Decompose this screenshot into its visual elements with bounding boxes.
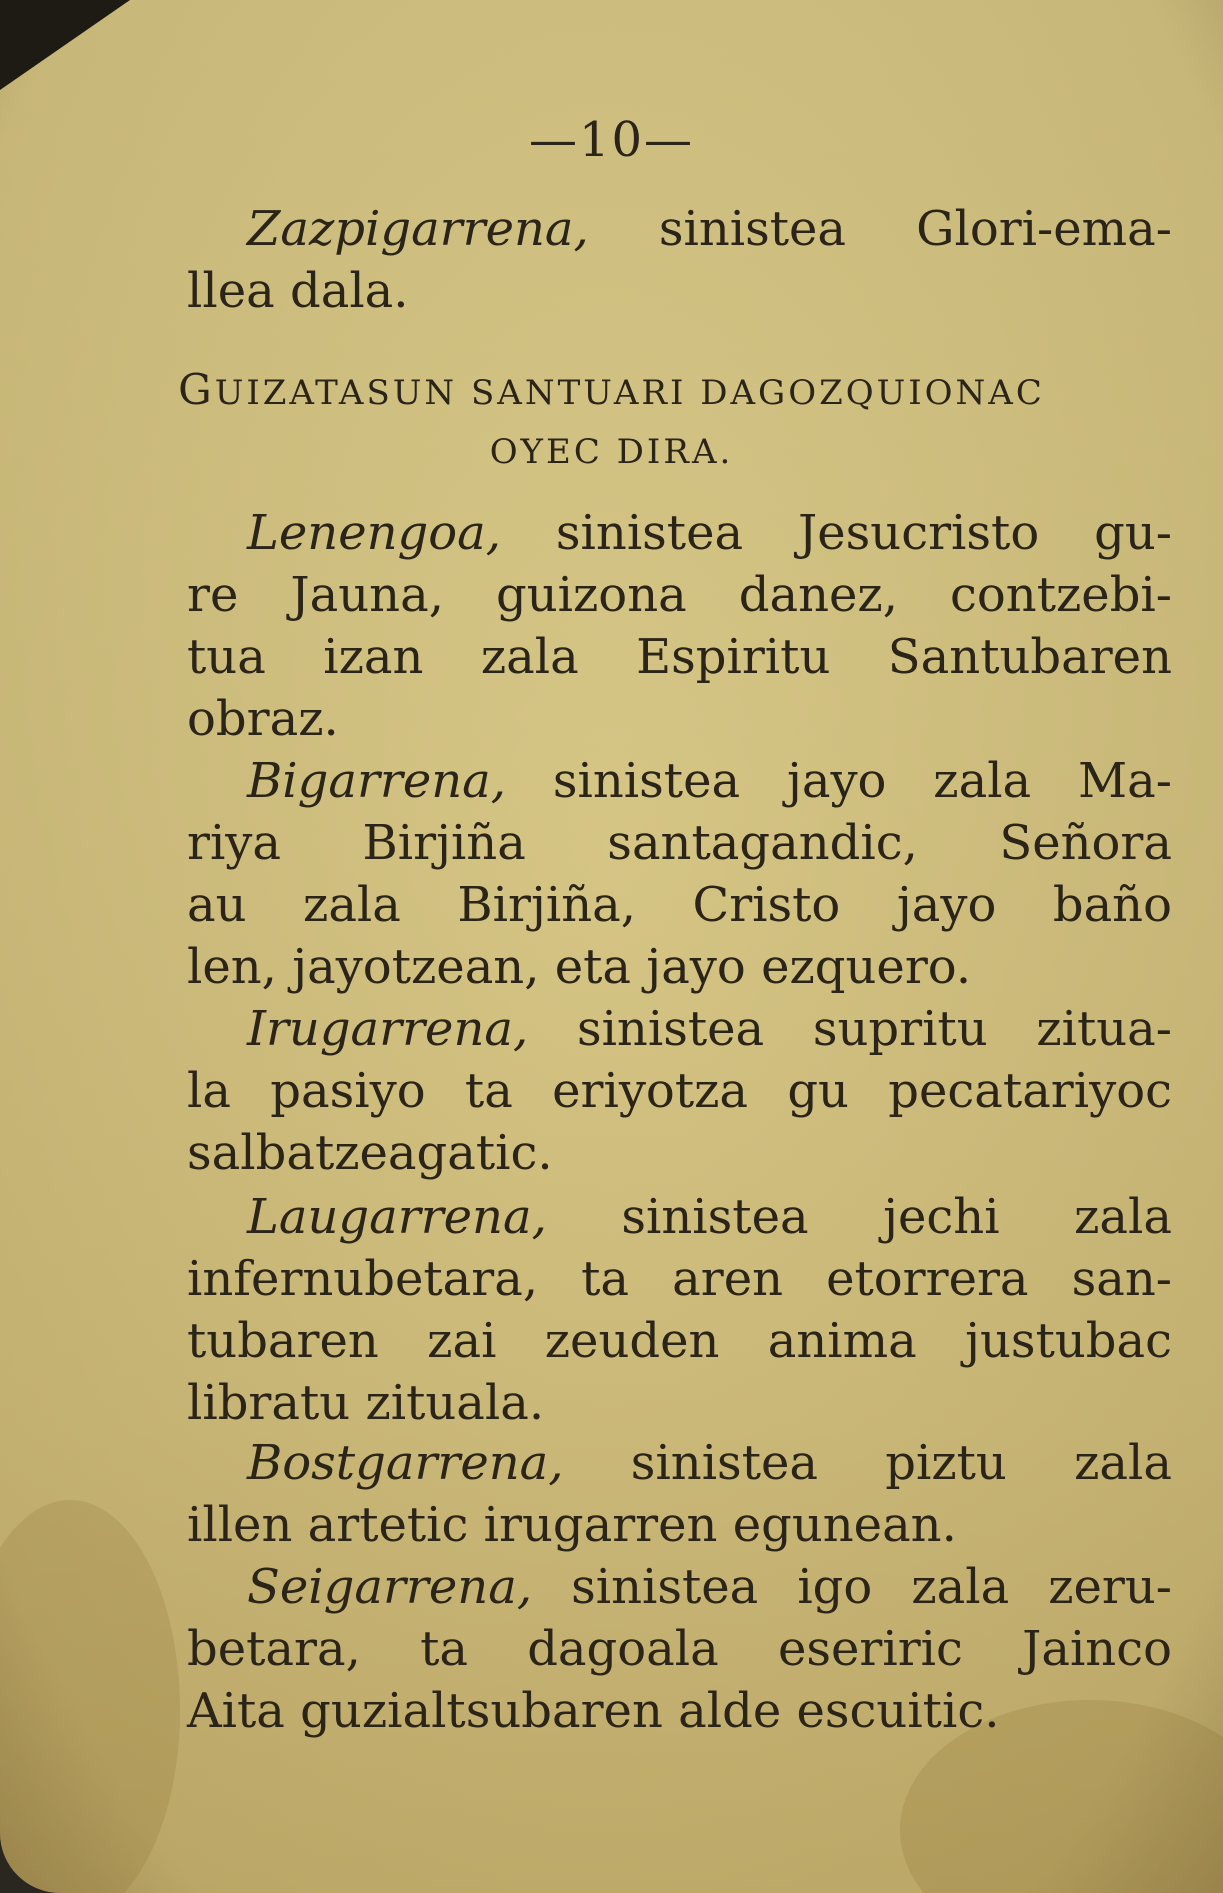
text-line (187, 998, 1172, 1060)
intro-paragraph (187, 198, 1172, 322)
article-2 (187, 750, 1172, 998)
text-line: la pasiyo ta eriyotza gu pecatariyoc (187, 1063, 1172, 1119)
article-3 (187, 998, 1172, 1184)
item-lead: Irugarrena, (247, 1001, 529, 1057)
item-lead: Laugarrena, (247, 1189, 547, 1245)
text-line: llea dala. (187, 263, 409, 319)
text-line (187, 198, 1172, 260)
text-line: re Jauna, guizona danez, contzebi- (187, 567, 1172, 623)
paper-stain (0, 1500, 180, 1893)
item-text: sinistea jechi zala (546, 1189, 1172, 1245)
text-line (187, 502, 1172, 564)
item-lead: Zazpigarrena, (247, 201, 589, 257)
item-text: sinistea piztu zala (563, 1435, 1172, 1491)
heading-initial: G (178, 365, 215, 414)
article-1 (187, 502, 1172, 750)
text-line: libratu zituala. (187, 1375, 545, 1431)
text-line (187, 750, 1172, 812)
text-line: tua izan zala Espiritu Santubaren (187, 629, 1172, 685)
item-lead: Lenengoa, (247, 505, 502, 561)
item-lead: Seigarrena, (247, 1559, 533, 1615)
text-line (187, 1186, 1172, 1248)
text-line: obraz. (187, 691, 339, 747)
text-line: len, jayotzean, eta jayo ezquero. (187, 939, 972, 995)
item-text: sinistea jayo zala Ma- (506, 753, 1172, 809)
item-lead: Bostgarrena, (247, 1435, 564, 1491)
section-heading-line2 (0, 432, 1223, 472)
heading-text: OYEC DIRA. (489, 432, 734, 472)
item-text: sinistea supritu zitua- (528, 1001, 1172, 1057)
text-line (187, 1556, 1172, 1618)
text-line: Aita guzialtsubaren alde escuitic. (187, 1683, 1000, 1739)
article-6 (187, 1556, 1172, 1742)
text-line: riya Birjiña santagandic, Señora (187, 815, 1172, 871)
text-line: au zala Birjiña, Cristo jayo baño (187, 877, 1172, 933)
text-line (187, 1432, 1172, 1494)
section-heading (0, 365, 1223, 414)
text-line: salbatzeagatic. (187, 1125, 553, 1181)
text-line: illen artetic irugarren egunean. (187, 1497, 957, 1553)
item-text: sinistea Glori-ema- (588, 201, 1172, 257)
article-5 (187, 1432, 1172, 1556)
item-text: sinistea Jesucristo gu- (501, 505, 1172, 561)
page-corner (0, 0, 130, 90)
item-text: sinistea igo zala zeru- (532, 1559, 1172, 1615)
item-lead: Bigarrena, (247, 753, 507, 809)
text-line: betara, ta dagoala eseriric Jainco (187, 1621, 1172, 1677)
article-4 (187, 1186, 1172, 1434)
text-line: infernubetara, ta aren etorrera san- (187, 1251, 1172, 1307)
text-line: tubaren zai zeuden anima justubac (187, 1313, 1172, 1369)
page-number: —10— (528, 112, 695, 168)
heading-text: UIZATASUN SANTUARI DAGOZQUIONAC (214, 373, 1045, 413)
